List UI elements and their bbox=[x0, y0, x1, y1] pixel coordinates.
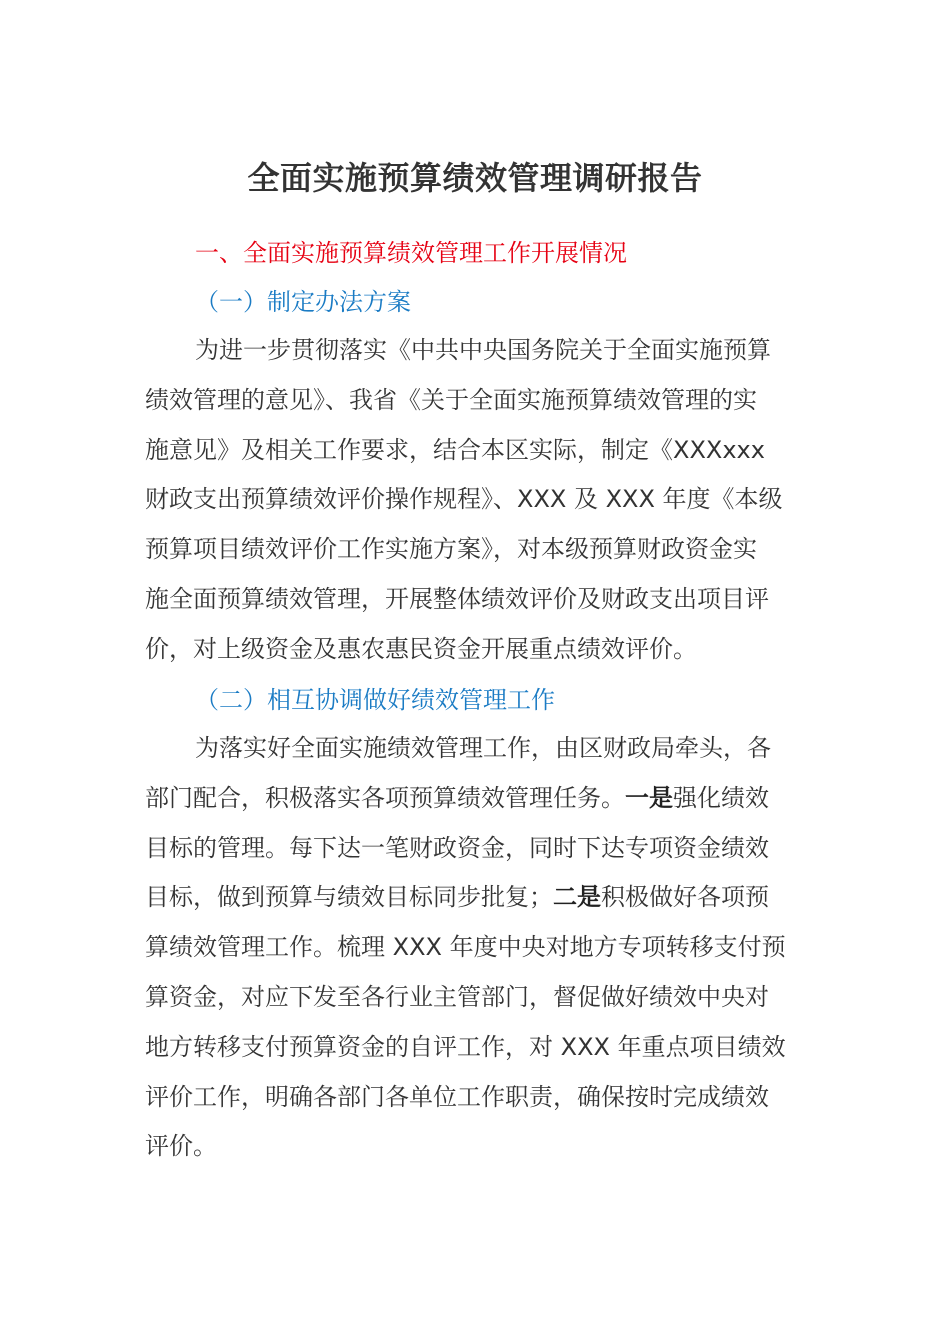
paragraph-line: 地方转移支付预算资金的自评工作，对 XXX 年重点项目绩效 bbox=[145, 1032, 786, 1061]
paragraph-line: 评价。 bbox=[145, 1132, 217, 1161]
paragraph-line: 财政支出预算绩效评价操作规程》、XXX 及 XXX 年度《本级 bbox=[145, 485, 783, 514]
paragraph-line: 为进一步贯彻落实《中共中央国务院关于全面实施预算 bbox=[195, 336, 771, 364]
text-run: 部门配合，积极落实各项预算绩效管理任务。 bbox=[145, 783, 625, 812]
text-run: 强化绩效 bbox=[673, 783, 769, 812]
section-heading: 一、全面实施预算绩效管理工作开展情况 bbox=[195, 239, 627, 267]
paragraph-1 bbox=[145, 326, 810, 675]
paragraph-line: 算资金，对应下发至各行业主管部门，督促做好绩效中央对 bbox=[145, 982, 769, 1011]
paragraph-line: 评价工作，明确各部门各单位工作职责，确保按时完成绩效 bbox=[145, 1082, 769, 1111]
document-title: 全面实施预算绩效管理调研报告 bbox=[247, 159, 703, 197]
paragraph-line: 绩效管理的意见》、我省《关于全面实施预算绩效管理的实 bbox=[145, 385, 757, 414]
paragraph-2 bbox=[145, 724, 810, 1172]
paragraph-line: 施意见》及相关工作要求，结合本区实际，制定《XXXxxx bbox=[145, 435, 765, 464]
paragraph-line: 预算项目绩效评价工作实施方案》，对本级预算财政资金实 bbox=[145, 535, 757, 564]
paragraph-line: 算绩效管理工作。梳理 XXX 年度中央对地方专项转移支付预 bbox=[145, 933, 786, 962]
sub-heading-2: （二）相互协调做好绩效管理工作 bbox=[195, 686, 555, 714]
emphasis-second: 二是 bbox=[553, 883, 601, 912]
paragraph-line bbox=[145, 774, 810, 824]
text-run: 目标，做到预算与绩效目标同步批复； bbox=[145, 883, 553, 912]
sub-heading-1: （一）制定办法方案 bbox=[195, 288, 411, 316]
paragraph-line: 价，对上级资金及惠农惠民资金开展重点绩效评价。 bbox=[145, 634, 697, 663]
paragraph-line bbox=[145, 873, 810, 923]
paragraph-line: 施全面预算绩效管理，开展整体绩效评价及财政支出项目评 bbox=[145, 584, 769, 613]
emphasis-first: 一是 bbox=[625, 783, 673, 812]
paragraph-line: 为落实好全面实施绩效管理工作，由区财政局牵头，各 bbox=[195, 734, 771, 762]
paragraph-line: 目标的管理。每下达一笔财政资金，同时下达专项资金绩效 bbox=[145, 833, 769, 862]
text-run: 积极做好各项预 bbox=[601, 883, 769, 912]
